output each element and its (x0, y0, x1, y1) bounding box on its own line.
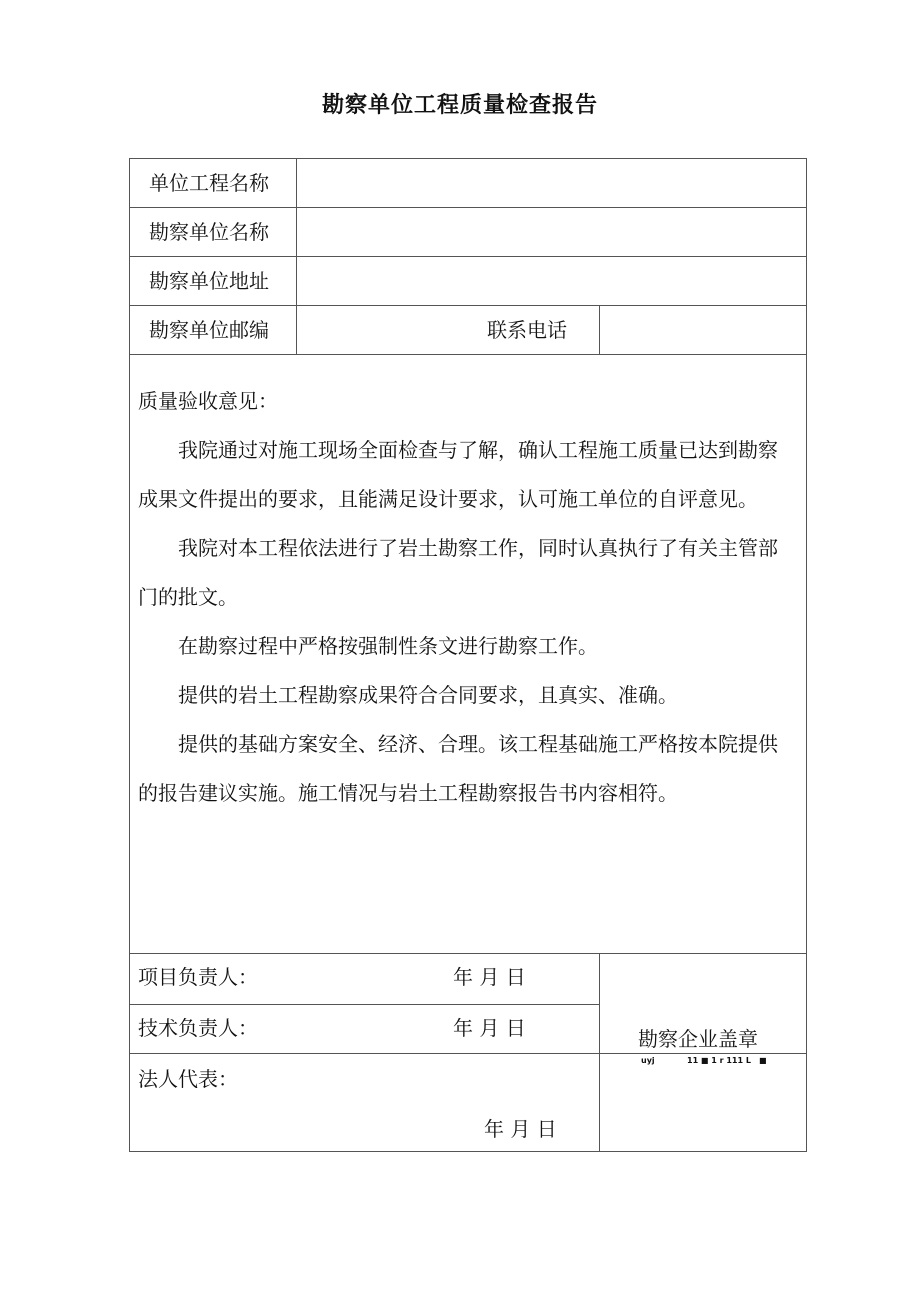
contact-phone-label: 联系电话 (487, 318, 567, 342)
row-divider (130, 953, 806, 954)
column-divider (599, 305, 600, 354)
project-name-label: 单位工程名称 (149, 171, 269, 195)
row-divider (130, 207, 806, 208)
opinion-paragraph: 在勘察过程中严格按强制性条文进行勘察工作。 (178, 634, 598, 658)
project-leader-label: 项目负责人： (138, 965, 258, 989)
seal-small-text-left: uyj (641, 1056, 655, 1065)
survey-unit-postcode-label: 勘察单位邮编 (149, 318, 269, 342)
survey-unit-address-label: 勘察单位地址 (149, 269, 269, 293)
survey-unit-name-label: 勘察单位名称 (149, 220, 269, 244)
inspection-form (129, 158, 807, 1152)
row-divider (130, 256, 806, 257)
opinion-paragraph: 我院通过对施工现场全面检查与了解，确认工程施工质量已达到勘察成果文件提出的要求，且能满足设计要求，认可施工单位的自评意见。 (138, 438, 778, 511)
opinion-heading: 质量验收意见： (138, 389, 278, 413)
page-title: 勘察单位工程质量检查报告 (321, 93, 598, 118)
seal-small-mark: ■ (759, 1056, 767, 1065)
opinion-paragraph: 提供的岩土工程勘察成果符合合同要求，且真实、准确。 (178, 683, 678, 707)
company-seal-label: 勘察企业盖章 (638, 1027, 758, 1051)
technical-leader-label: 技术负责人： (138, 1016, 258, 1040)
row-divider (130, 1004, 599, 1005)
project-leader-date: 年 月 日 (453, 965, 526, 989)
column-divider (296, 159, 297, 354)
quality-opinion (138, 377, 794, 818)
column-divider (599, 953, 600, 1151)
seal-small-text-right: 11 ■ 1 r 111 L (687, 1056, 751, 1065)
opinion-paragraph: 我院对本工程依法进行了岩土勘察工作，同时认真执行了有关主管部门的批文。 (138, 536, 778, 609)
row-divider (130, 1053, 806, 1054)
technical-leader-date: 年 月 日 (453, 1016, 526, 1040)
legal-representative-date: 年 月 日 (484, 1117, 557, 1141)
row-divider (130, 354, 806, 355)
opinion-paragraph: 提供的基础方案安全、经济、合理。该工程基础施工严格按本院提供的报告建议实施。施工情况与岩土工程勘察报告书内容相符。 (138, 732, 778, 805)
row-divider (130, 305, 806, 306)
legal-representative-label: 法人代表： (138, 1067, 238, 1091)
